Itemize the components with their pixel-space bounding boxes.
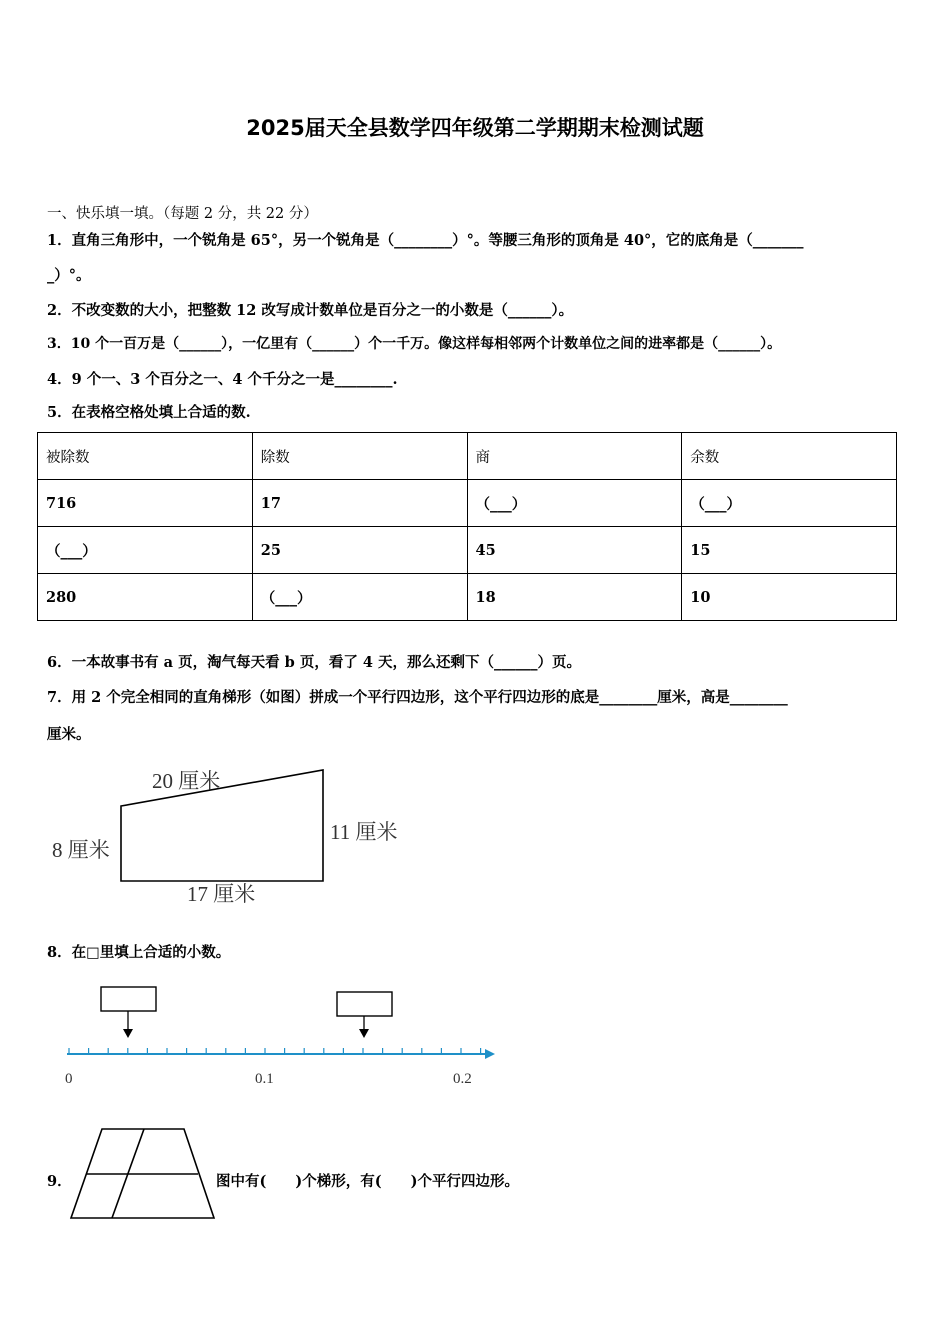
table-header-cell: 除数 [252, 433, 467, 480]
table-row [38, 480, 897, 527]
tick-label: 0.1 [255, 1071, 274, 1087]
table-cell: （___） [467, 480, 682, 527]
answer-box[interactable] [337, 992, 392, 1016]
tick-label: 0 [65, 1071, 73, 1087]
question-7-line-1: 7．用 2 个完全相同的直角梯形（如图）拼成一个平行四边形，这个平行四边形的底是________厘米，高是________ [47, 689, 788, 706]
table-header-row [38, 433, 897, 480]
question-1-line-1: 1．直角三角形中，一个锐角是 65°，另一个锐角是（________）°。等腰三角形的顶角是 40°，它的底角是（_______ [47, 232, 804, 249]
question-9-text: 图中有( )个梯形，有( )个平行四边形。 [216, 1173, 519, 1190]
table-header-cell: 被除数 [38, 433, 253, 480]
page-title: 2025届天全县数学四年级第二学期期末检测试题 [246, 116, 704, 140]
table-cell: 280 [38, 574, 253, 621]
table-cell: 25 [252, 527, 467, 574]
section-heading: 一、快乐填一填。（每题 2 分，共 22 分） [47, 206, 318, 222]
table-cell: 716 [38, 480, 253, 527]
table-header-cell: 商 [467, 433, 682, 480]
question-7-line-2: 厘米。 [47, 726, 91, 743]
trapezoid-figure [40, 755, 420, 915]
table-cell: 18 [467, 574, 682, 621]
table-cell: 17 [252, 480, 467, 527]
tick-label: 0.2 [453, 1071, 472, 1087]
question-2: 2．不改变数的大小，把整数 12 改写成计数单位是百分之一的小数是（______）。 [47, 302, 574, 319]
table-row [38, 574, 897, 621]
table-cell: 45 [467, 527, 682, 574]
number-line-figure [55, 980, 505, 1090]
trapezoid-right-label: 11 厘米 [330, 820, 398, 844]
table-cell: （___） [682, 480, 897, 527]
arrow-down-icon [123, 1029, 133, 1038]
question-8: 8．在□里填上合适的小数。 [47, 944, 231, 961]
table-header-cell: 余数 [682, 433, 897, 480]
trapezoid-left-label: 8 厘米 [52, 838, 110, 862]
question-6: 6．一本故事书有 a 页，淘气每天看 b 页，看了 4 天，那么还剩下（______）页。 [47, 654, 581, 671]
question-1-line-2: _）°。 [47, 267, 91, 284]
trapezoid-top-label: 20 厘米 [152, 769, 221, 793]
question-3: 3．10 个一百万是（______），一亿里有（______）个一千万。像这样每相邻两个计数单位之间的进率都是（______）。 [47, 336, 782, 352]
question-5: 5．在表格空格处填上合适的数. [47, 404, 251, 421]
arrow-down-icon [359, 1029, 369, 1038]
trapezoid-bottom-label: 17 厘米 [187, 882, 256, 906]
table-row [38, 527, 897, 574]
table-cell: （___） [252, 574, 467, 621]
question-9-number: 9． [47, 1173, 72, 1190]
division-table [37, 432, 897, 621]
quadrilateral-figure [68, 1125, 218, 1221]
table-cell: 10 [682, 574, 897, 621]
answer-box[interactable] [101, 987, 156, 1011]
table-cell: （___） [38, 527, 253, 574]
question-4: 4．9 个一、3 个百分之一、4 个千分之一是________. [47, 371, 398, 388]
axis-arrow-icon [485, 1049, 495, 1059]
table-cell: 15 [682, 527, 897, 574]
